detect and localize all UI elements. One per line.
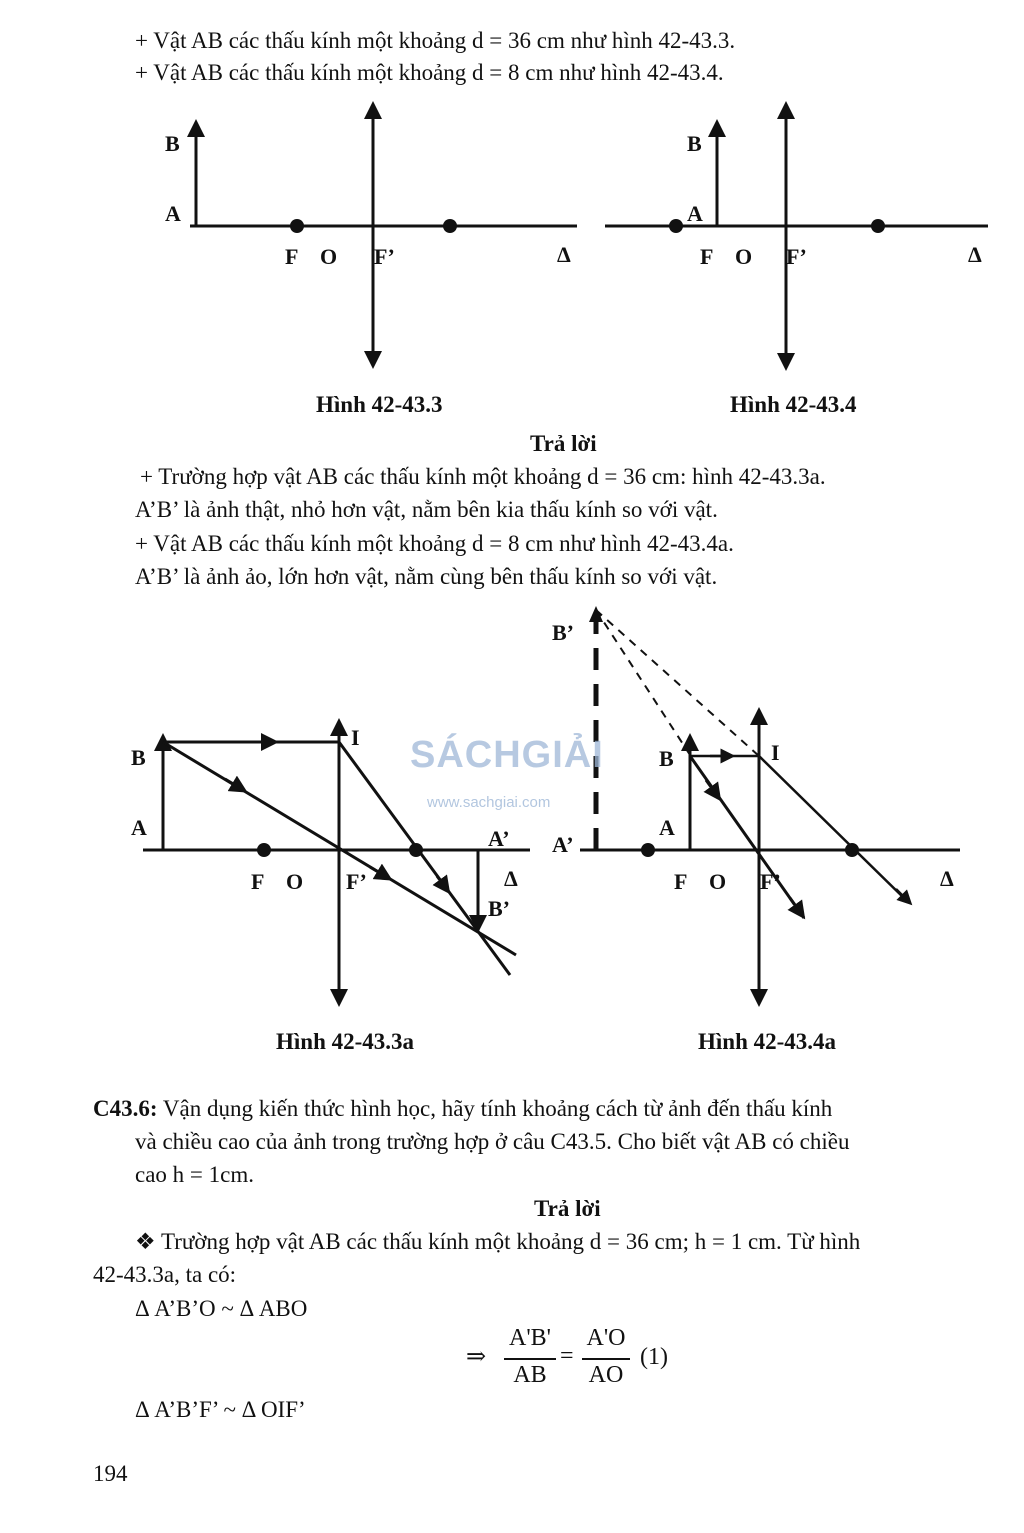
question-line-2: và chiều cao của ảnh trong trường hợp ở câu C43.5. Cho biết vật AB có chiều xyxy=(135,1129,850,1154)
label-f: F xyxy=(285,244,299,269)
answer1-line-3: + Vật AB các thấu kính một khoảng d = 8 cm như hình 42-43.4a. xyxy=(135,531,734,556)
watermark-url: www.sachgiai.com xyxy=(427,794,551,811)
question-text-1: Vận dụng kiến thức hình học, hãy tính khoảng cách từ ảnh đến thấu kính xyxy=(162,1096,833,1121)
label-a-prime: A’ xyxy=(552,832,574,857)
question-line-3: cao h = 1cm. xyxy=(135,1162,254,1187)
figure-42-43-3 xyxy=(165,110,577,360)
label-b: B xyxy=(687,131,702,156)
focal-point-f xyxy=(290,219,304,233)
fraction-1-numerator: A'B' xyxy=(509,1325,551,1351)
answer1-line-2: A’B’ là ảnh thật, nhỏ hơn vật, nằm bên kia thấu kính so với vật. xyxy=(135,497,718,522)
similarity-1: Δ A’B’O ~ Δ ABO xyxy=(135,1296,308,1321)
label-i: I xyxy=(771,740,780,765)
label-f-prime: F’ xyxy=(346,869,367,894)
label-i: I xyxy=(351,725,360,750)
page-number: 194 xyxy=(93,1461,128,1486)
label-f-prime: F’ xyxy=(760,869,781,894)
answer-title-1: Trả lời xyxy=(530,431,597,456)
label-f: F xyxy=(674,869,688,894)
label-o: O xyxy=(286,869,304,894)
figure-42-43-4 xyxy=(605,110,988,362)
label-b: B xyxy=(131,745,146,770)
answer1-line-4: A’B’ là ảnh ảo, lớn hơn vật, nằm cùng bên thấu kính so với vật. xyxy=(135,564,718,589)
equation-number: (1) xyxy=(640,1344,668,1370)
label-f-prime: F’ xyxy=(374,244,395,269)
label-f: F xyxy=(251,869,265,894)
fraction-2-bar xyxy=(582,1358,630,1360)
label-delta: Δ xyxy=(557,242,571,267)
label-o: O xyxy=(735,244,753,269)
label-b-prime: B’ xyxy=(552,620,574,645)
figure-42-43-4a xyxy=(552,606,960,998)
focal-point-f xyxy=(257,843,271,857)
answer-title-2: Trả lời xyxy=(534,1196,601,1221)
question-label: C43.6: xyxy=(93,1096,158,1121)
focal-point-f-prime xyxy=(845,843,859,857)
watermark-logo: SÁCHGIẢI xyxy=(410,734,604,776)
focal-point-f-prime xyxy=(443,219,457,233)
label-a: A xyxy=(165,201,181,226)
label-delta: Δ xyxy=(940,866,954,891)
equals-sign: = xyxy=(560,1343,574,1369)
implies-symbol: ⇒ xyxy=(466,1344,487,1370)
similarity-2: Δ A’B’F’ ~ Δ OIF’ xyxy=(135,1397,306,1422)
label-a: A xyxy=(687,201,703,226)
virtual-ray-1 xyxy=(596,610,759,756)
intro-line-1: + Vật AB các thấu kính một khoảng d = 36 cm như hình 42-43.3. xyxy=(135,28,736,53)
focal-point-f xyxy=(669,219,683,233)
label-b: B xyxy=(165,131,180,156)
focal-point-f-prime xyxy=(871,219,885,233)
label-a-prime: A’ xyxy=(488,826,510,851)
label-f-prime: F’ xyxy=(786,244,807,269)
label-a: A xyxy=(659,815,675,840)
focal-point-f xyxy=(641,843,655,857)
label-b: B xyxy=(659,746,674,771)
label-delta: Δ xyxy=(504,866,518,891)
answer2-line-1: ❖ Trường hợp vật AB các thấu kính một khoảng d = 36 cm; h = 1 cm. Từ hình xyxy=(135,1229,861,1254)
label-o: O xyxy=(709,869,727,894)
label-f: F xyxy=(700,244,714,269)
label-b-prime: B’ xyxy=(488,896,510,921)
answer1-line-1: + Trường hợp vật AB các thấu kính một khoảng d = 36 cm: hình 42-43.3a. xyxy=(140,464,826,489)
fraction-1-denominator: AB xyxy=(513,1362,547,1388)
answer2-line-2: 42-43.3a, ta có: xyxy=(93,1262,237,1287)
caption-fig4a: Hình 42-43.4a xyxy=(698,1029,837,1054)
question-line-1 xyxy=(93,1095,832,1123)
ray-refracted xyxy=(759,756,908,902)
intro-line-2: + Vật AB các thấu kính một khoảng d = 8 cm như hình 42-43.4. xyxy=(135,60,724,85)
caption-fig3: Hình 42-43.3 xyxy=(316,392,443,417)
fraction-2-numerator: A'O xyxy=(586,1325,626,1351)
label-delta: Δ xyxy=(968,242,982,267)
fraction-2-denominator: AO xyxy=(588,1362,624,1388)
label-a: A xyxy=(131,815,147,840)
fraction-1-bar xyxy=(504,1358,556,1360)
caption-fig4: Hình 42-43.4 xyxy=(730,392,857,417)
caption-fig3a: Hình 42-43.3a xyxy=(276,1029,415,1054)
label-o: O xyxy=(320,244,338,269)
